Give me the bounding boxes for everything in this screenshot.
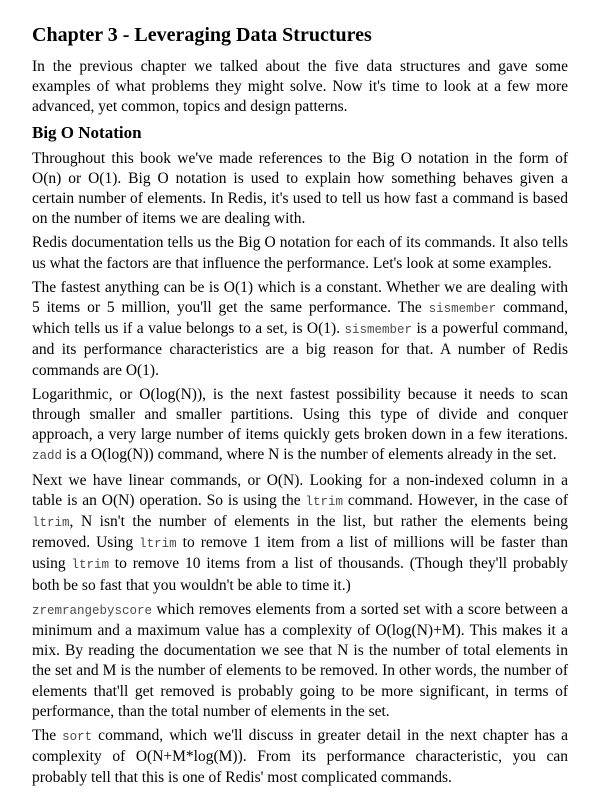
inline-code: zremrangebyscore bbox=[32, 603, 153, 618]
inline-code: sismember bbox=[344, 323, 413, 338]
inline-code: ltrim bbox=[305, 494, 343, 509]
intro-paragraph bbox=[32, 57, 568, 118]
paragraph-redis-documentation bbox=[32, 233, 568, 273]
paragraph-sort bbox=[32, 726, 568, 788]
text-run: to remove 1 item from a list of millions will be faster than using bbox=[32, 534, 568, 573]
text-run: In the previous chapter we talked about the five data structures and gave some examples of what problems they might solve. Now it's time to look at a few more advanced, yet common, topics and design patterns. bbox=[32, 58, 568, 116]
paragraph-constant-time bbox=[32, 278, 568, 381]
text-run: command, which tells us if a value belongs to a set, is O(1). bbox=[32, 299, 568, 338]
text-run: Throughout this book we've made references to the Big O notation in the form of O(n) or O(1). Big O notation is used to explain how something behaves given a certain number of elements. In Redis, it's used to tell us how fast a command is based on the number of items we are dealing with. bbox=[32, 149, 568, 228]
text-run: which removes elements from a sorted set with a score between a minimum and a maximum value has a complexity of O(log(N)+M). This makes it a mix. By reading the documentation we see that N is the number of total elements in the set and M is the number of elements to be removed. In other words, the number of elements that'll get removed is probably going to be more significant, in terms of performance, than the total number of elements in the set. bbox=[32, 600, 568, 720]
text-run: The bbox=[32, 727, 63, 745]
text-run: command, which we'll discuss in greater detail in the next chapter has a complexity of O(N+M*log(M)). From its performance characteristic, you can probably tell that this is one of Redis' most complicated commands. bbox=[32, 727, 569, 786]
text-run: Logarithmic, or O(log(N)), is the next fastest possibility because it needs to scan through smaller and smaller partitions. Using this type of divide and conquer approach, a very large number of items quickly gets broken down in a few iterations. bbox=[32, 385, 568, 444]
inline-code: ltrim bbox=[32, 516, 70, 531]
text-run: Redis documentation tells us the Big O notation for each of its commands. It also tells us what the factors are that influence the performance. Let's look at some examples. bbox=[32, 234, 568, 272]
paragraph-zremrangebyscore bbox=[32, 600, 568, 722]
text-run: command. However, in the case of bbox=[343, 491, 568, 509]
chapter-title: Chapter 3 - Leveraging Data Structures bbox=[32, 24, 372, 46]
text-run: is a O(log(N)) command, where N is the number of elements already in the set. bbox=[62, 446, 557, 464]
paragraph-big-o-intro bbox=[32, 149, 568, 230]
text-run: , N isn't the number of elements in the list, but rather the elements being removed. Using bbox=[32, 513, 568, 552]
paragraph-linear bbox=[32, 471, 568, 596]
inline-code: ltrim bbox=[71, 558, 109, 573]
text-run: to remove 10 items from a list of thousands. (Though they'll probably both be so fast that you wouldn't be able to time it.) bbox=[32, 555, 568, 594]
inline-code: sort bbox=[62, 730, 93, 745]
text-run: is a powerful command, and its performance characteristics are a big reason for that. A number of Redis commands are O(1). bbox=[32, 320, 568, 379]
text-run: Next we have linear commands, or O(N). Looking for a non-indexed column in a table is an O(N) operation. So is using the bbox=[32, 471, 568, 509]
text-run: The fastest anything can be is O(1) which is a constant. Whether we are dealing with 5 items or 5 million, you'll get the same performance. The bbox=[32, 278, 568, 317]
paragraph-logarithmic bbox=[32, 385, 568, 467]
inline-code: ltrim bbox=[139, 537, 177, 552]
inline-code: sismember bbox=[428, 302, 497, 317]
section-heading: Big O Notation bbox=[32, 122, 142, 142]
inline-code: zadd bbox=[32, 449, 63, 464]
